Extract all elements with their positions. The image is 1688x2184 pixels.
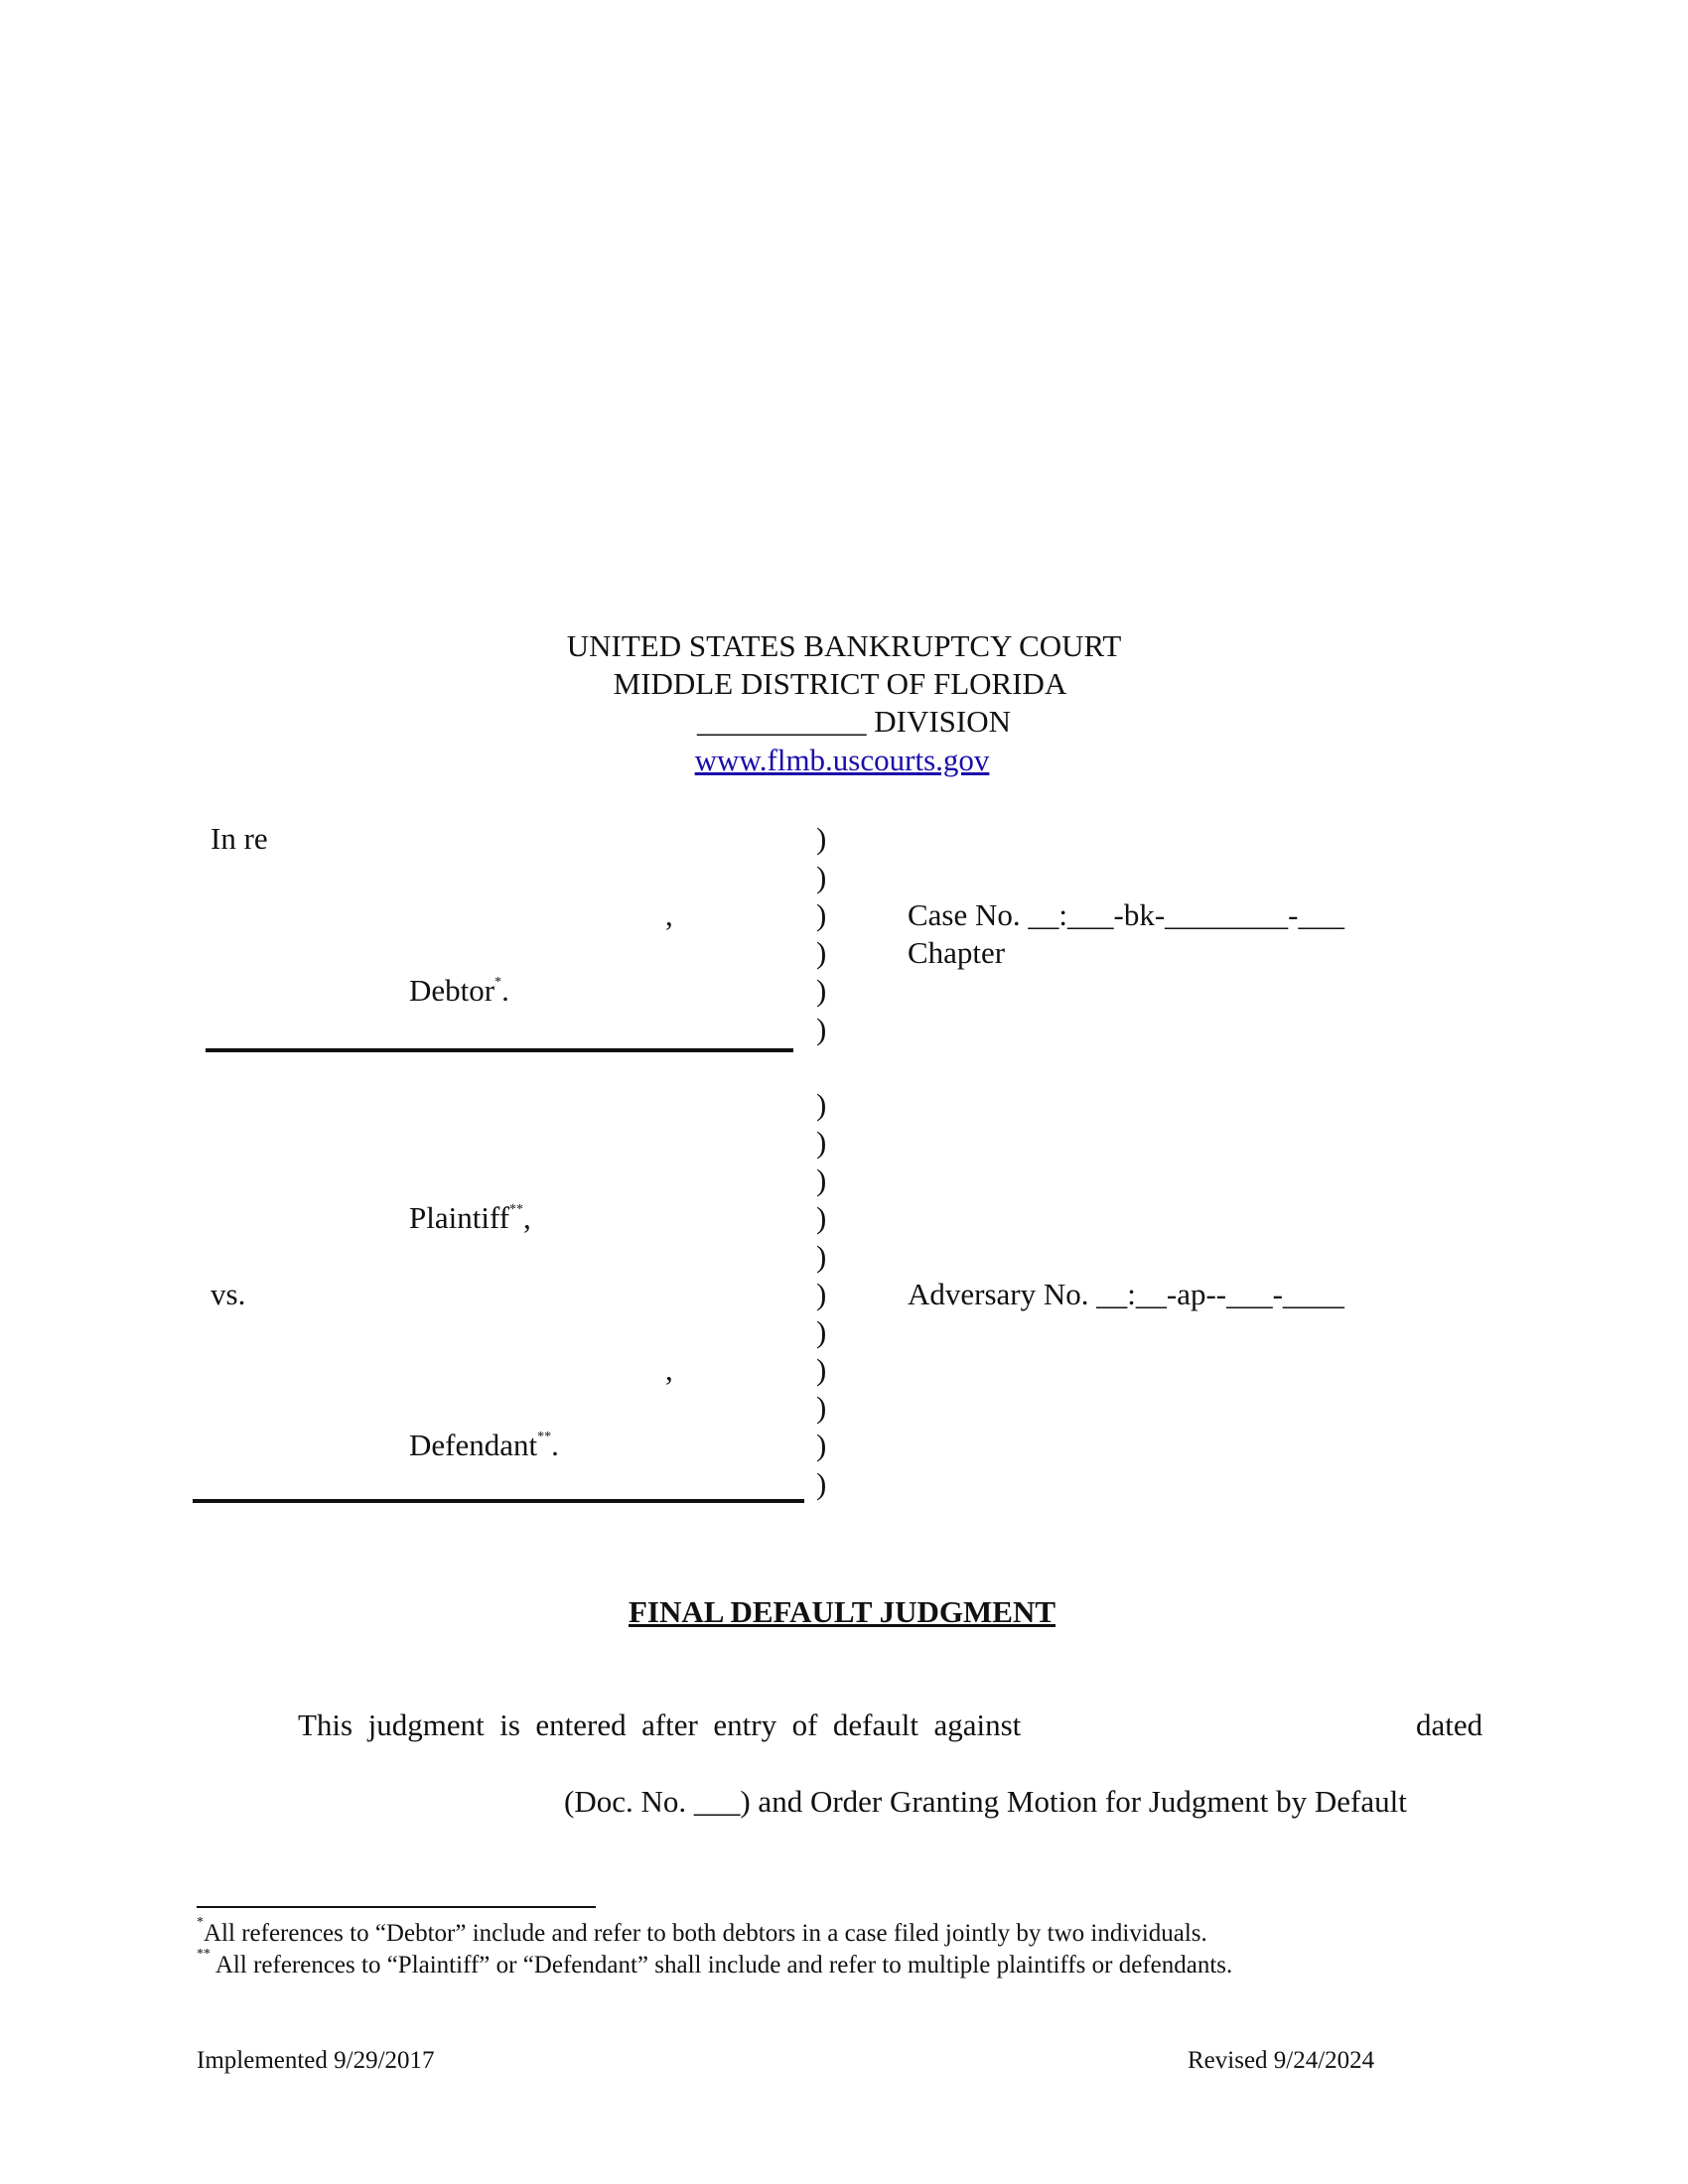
debtor-divider xyxy=(206,1048,793,1052)
in-re-label: In re xyxy=(211,821,268,856)
footnote-1: *All references to “Debtor” include and refer to both debtors in a case filed jointly by two individuals. xyxy=(197,1915,1207,1947)
paren: ) xyxy=(816,1162,827,1197)
paren: ) xyxy=(816,1428,827,1462)
paren: ) xyxy=(816,860,827,894)
paren: ) xyxy=(816,1012,827,1046)
case-number: Case No. __:___-bk-________-___ xyxy=(908,897,1344,932)
paren: ) xyxy=(816,1200,827,1235)
implemented-date: Implemented 9/29/2017 xyxy=(197,2047,435,2074)
paren: ) xyxy=(816,1125,827,1160)
body-text-dated: dated xyxy=(1416,1707,1483,1742)
defendant-divider xyxy=(193,1499,804,1503)
plaintiff-footnote-mark: ** xyxy=(509,1202,524,1217)
debtor-label: Debtor*. xyxy=(409,973,509,1008)
paren: ) xyxy=(816,1314,827,1349)
paren: ) xyxy=(816,935,827,970)
adversary-number: Adversary No. __:__-ap--___-____ xyxy=(908,1277,1344,1311)
chapter-label: Chapter xyxy=(908,935,1006,970)
paren: ) xyxy=(816,973,827,1008)
division-line: ___________ DIVISION xyxy=(696,704,1011,739)
paren: ) xyxy=(816,1466,827,1501)
paren: ) xyxy=(816,821,827,856)
paren: ) xyxy=(816,897,827,932)
paren: ) xyxy=(816,1277,827,1311)
caption-comma: , xyxy=(665,897,673,932)
paren: ) xyxy=(816,1239,827,1274)
revised-date: Revised 9/24/2024 xyxy=(1188,2047,1375,2074)
footnote-2: ** All references to “Plaintiff” or “Defendant” shall include and refer to multiple plaintiffs or defendants. xyxy=(197,1947,1233,1979)
footnote-2-mark: ** xyxy=(197,1947,211,1962)
document-title: FINAL DEFAULT JUDGMENT xyxy=(628,1594,1056,1629)
defendant-label: Defendant**. xyxy=(409,1428,559,1462)
court-website-link[interactable]: www.flmb.uscourts.gov xyxy=(694,743,990,777)
body-text-line-2: (Doc. No. ___) and Order Granting Motion for Judgment by Default xyxy=(564,1784,1407,1819)
paren: ) xyxy=(816,1352,827,1387)
paren: ) xyxy=(816,1087,827,1122)
footnote-separator xyxy=(197,1906,596,1908)
district-name: MIDDLE DISTRICT OF FLORIDA xyxy=(613,666,1067,701)
court-name: UNITED STATES BANKRUPTCY COURT xyxy=(566,628,1122,663)
paren: ) xyxy=(816,1390,827,1425)
footnote-1-mark: * xyxy=(197,1915,204,1930)
defendant-footnote-mark: ** xyxy=(537,1430,552,1444)
debtor-footnote-mark: * xyxy=(494,975,502,990)
caption-comma-2: , xyxy=(665,1352,673,1387)
plaintiff-label: Plaintiff**, xyxy=(409,1200,531,1235)
vs-label: vs. xyxy=(211,1277,246,1311)
body-text-line-1: This judgment is entered after entry of default against xyxy=(298,1707,1022,1742)
